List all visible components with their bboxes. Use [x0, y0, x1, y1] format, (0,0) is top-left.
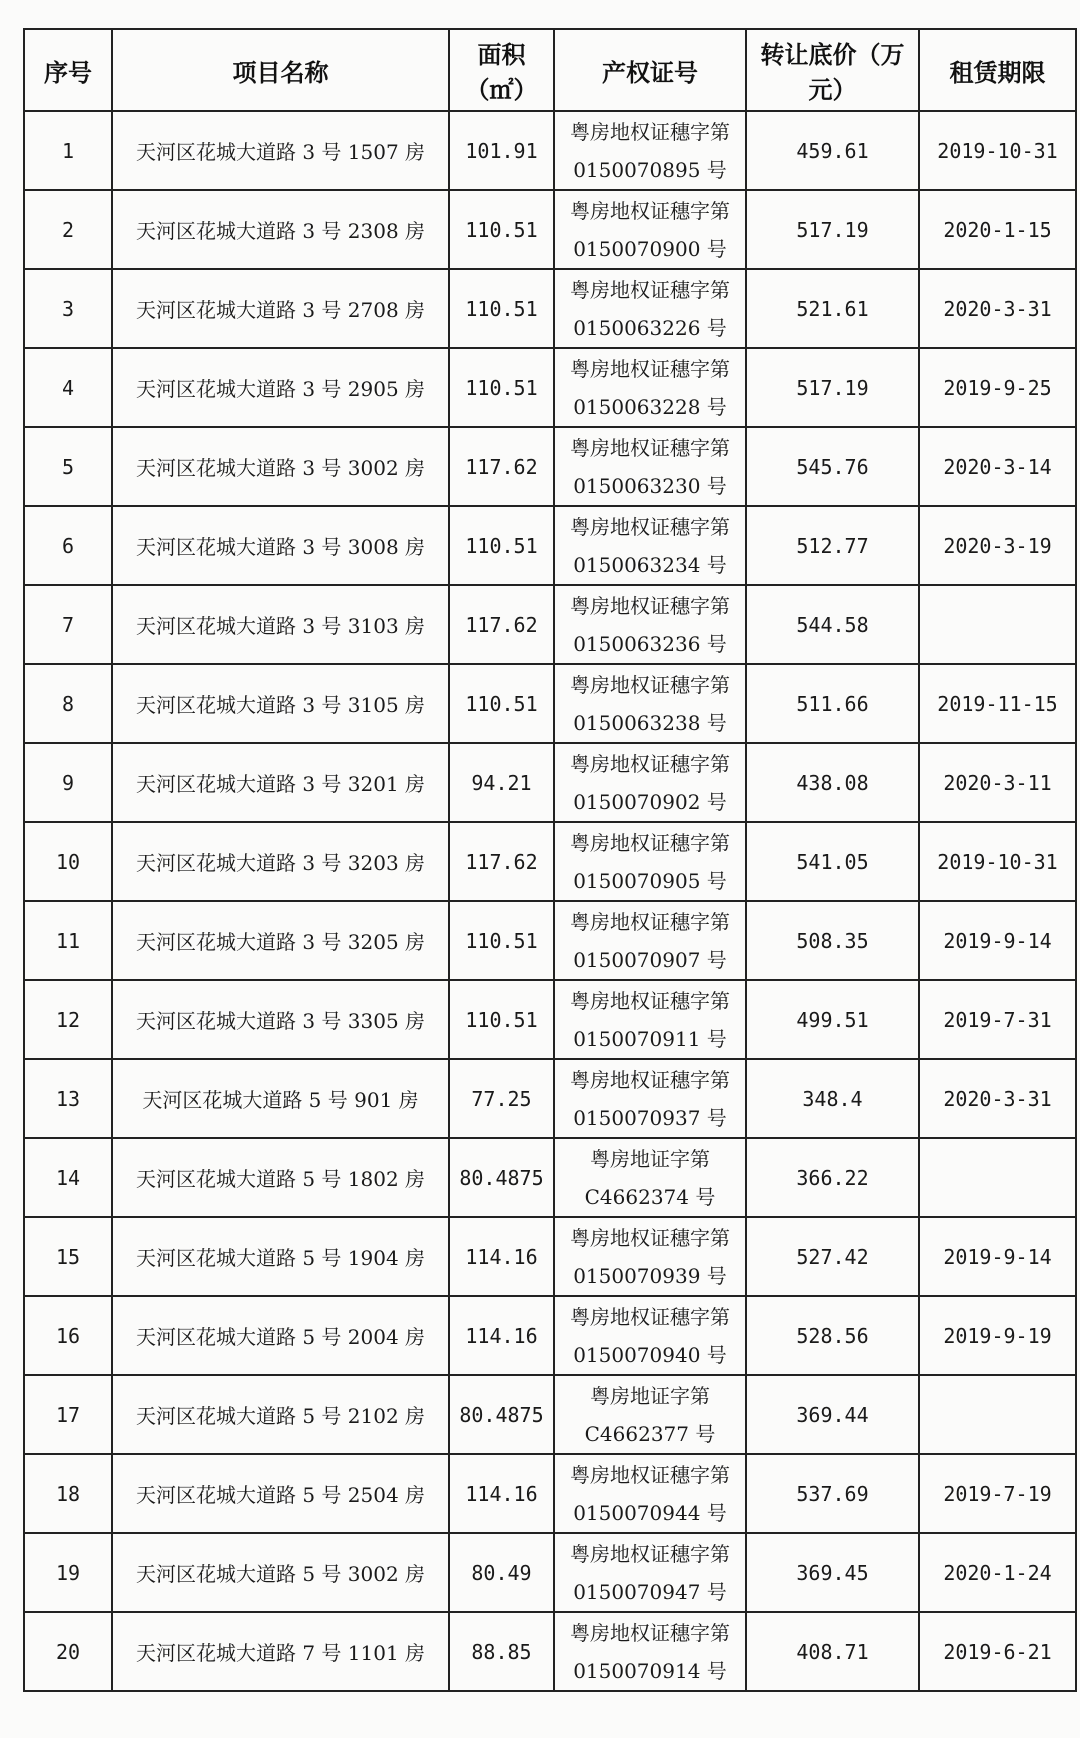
cell-lease-term: 2019-7-19	[919, 1454, 1076, 1533]
cell-project-name: 天河区花城大道路 3 号 3201 房	[112, 743, 449, 822]
cell-reserve-price: 512.77	[746, 506, 919, 585]
certificate-number: 0150063238 号	[573, 710, 727, 735]
cell-area: 110.51	[449, 190, 554, 269]
certificate-number: 0150070944 号	[573, 1500, 727, 1525]
cell-project-name: 天河区花城大道路 5 号 2004 房	[112, 1296, 449, 1375]
cell-project-name: 天河区花城大道路 3 号 3002 房	[112, 427, 449, 506]
table-row	[24, 901, 1076, 980]
cell-reserve-price: 369.45	[746, 1533, 919, 1612]
table-row	[24, 1533, 1076, 1612]
cell-reserve-price: 527.42	[746, 1217, 919, 1296]
cell-area: 80.49	[449, 1533, 554, 1612]
cell-certificate-no	[554, 1533, 746, 1612]
cell-certificate-no	[554, 901, 746, 980]
cell-project-name: 天河区花城大道路 5 号 2102 房	[112, 1375, 449, 1454]
table-row	[24, 1138, 1076, 1217]
certificate-prefix: 粤房地权证穗字第	[570, 909, 730, 934]
cell-serial-no: 10	[24, 822, 112, 901]
cell-certificate-no	[554, 1138, 746, 1217]
cell-serial-no: 18	[24, 1454, 112, 1533]
cell-certificate-no	[554, 585, 746, 664]
cell-project-name: 天河区花城大道路 3 号 3105 房	[112, 664, 449, 743]
cell-lease-term: 2019-9-14	[919, 1217, 1076, 1296]
cell-certificate-no	[554, 822, 746, 901]
certificate-number: 0150070947 号	[573, 1579, 727, 1604]
table-header-row	[24, 29, 1076, 111]
certificate-number: 0150070940 号	[573, 1342, 727, 1367]
certificate-number: 0150070900 号	[573, 236, 727, 261]
table-row	[24, 1059, 1076, 1138]
table-row	[24, 980, 1076, 1059]
cell-lease-term: 2020-3-19	[919, 506, 1076, 585]
certificate-prefix: 粤房地权证穗字第	[570, 514, 730, 539]
cell-reserve-price: 537.69	[746, 1454, 919, 1533]
cell-certificate-no	[554, 1217, 746, 1296]
cell-area: 77.25	[449, 1059, 554, 1138]
certificate-number: 0150063226 号	[573, 315, 727, 340]
cell-reserve-price: 521.61	[746, 269, 919, 348]
cell-certificate-no	[554, 348, 746, 427]
certificate-prefix: 粤房地证字第	[590, 1146, 710, 1171]
certificate-prefix: 粤房地权证穗字第	[570, 1541, 730, 1566]
cell-lease-term: 2019-11-15	[919, 664, 1076, 743]
table-row	[24, 664, 1076, 743]
cell-certificate-no	[554, 111, 746, 190]
certificate-prefix: 粤房地证字第	[590, 1383, 710, 1408]
cell-certificate-no	[554, 427, 746, 506]
cell-project-name: 天河区花城大道路 3 号 3203 房	[112, 822, 449, 901]
cell-lease-term: 2019-10-31	[919, 822, 1076, 901]
cell-lease-term: 2019-10-31	[919, 111, 1076, 190]
cell-serial-no: 7	[24, 585, 112, 664]
header-project-name: 项目名称	[112, 29, 449, 111]
cell-certificate-no	[554, 980, 746, 1059]
table-row	[24, 506, 1076, 585]
cell-serial-no: 3	[24, 269, 112, 348]
cell-area: 117.62	[449, 822, 554, 901]
cell-reserve-price: 544.58	[746, 585, 919, 664]
certificate-prefix: 粤房地权证穗字第	[570, 356, 730, 381]
cell-reserve-price: 541.05	[746, 822, 919, 901]
cell-lease-term: 2020-3-31	[919, 1059, 1076, 1138]
certificate-prefix: 粤房地权证穗字第	[570, 1620, 730, 1645]
cell-reserve-price: 517.19	[746, 190, 919, 269]
cell-lease-term	[919, 1138, 1076, 1217]
cell-area: 110.51	[449, 901, 554, 980]
cell-serial-no: 20	[24, 1612, 112, 1691]
cell-serial-no: 1	[24, 111, 112, 190]
header-area: 面积（㎡）	[449, 29, 554, 111]
cell-area: 80.4875	[449, 1375, 554, 1454]
cell-project-name: 天河区花城大道路 5 号 901 房	[112, 1059, 449, 1138]
cell-area: 110.51	[449, 664, 554, 743]
cell-reserve-price: 348.4	[746, 1059, 919, 1138]
cell-serial-no: 14	[24, 1138, 112, 1217]
cell-project-name: 天河区花城大道路 3 号 3205 房	[112, 901, 449, 980]
cell-lease-term: 2019-9-25	[919, 348, 1076, 427]
certificate-number: 0150070907 号	[573, 947, 727, 972]
certificate-prefix: 粤房地权证穗字第	[570, 277, 730, 302]
certificate-number: 0150063230 号	[573, 473, 727, 498]
cell-area: 114.16	[449, 1296, 554, 1375]
cell-area: 110.51	[449, 980, 554, 1059]
certificate-number: 0150070905 号	[573, 868, 727, 893]
cell-reserve-price: 408.71	[746, 1612, 919, 1691]
table-row	[24, 1454, 1076, 1533]
cell-area: 94.21	[449, 743, 554, 822]
cell-serial-no: 17	[24, 1375, 112, 1454]
header-certificate-no: 产权证号	[554, 29, 746, 111]
certificate-prefix: 粤房地权证穗字第	[570, 751, 730, 776]
table-row	[24, 1612, 1076, 1691]
cell-area: 101.91	[449, 111, 554, 190]
certificate-prefix: 粤房地权证穗字第	[570, 1304, 730, 1329]
certificate-prefix: 粤房地权证穗字第	[570, 988, 730, 1013]
certificate-prefix: 粤房地权证穗字第	[570, 672, 730, 697]
cell-reserve-price: 517.19	[746, 348, 919, 427]
table-row	[24, 585, 1076, 664]
cell-lease-term: 2020-1-24	[919, 1533, 1076, 1612]
cell-serial-no: 2	[24, 190, 112, 269]
cell-reserve-price: 438.08	[746, 743, 919, 822]
cell-serial-no: 9	[24, 743, 112, 822]
cell-lease-term	[919, 585, 1076, 664]
cell-certificate-no	[554, 190, 746, 269]
cell-area: 114.16	[449, 1217, 554, 1296]
cell-project-name: 天河区花城大道路 3 号 3103 房	[112, 585, 449, 664]
cell-serial-no: 8	[24, 664, 112, 743]
cell-certificate-no	[554, 269, 746, 348]
certificate-prefix: 粤房地权证穗字第	[570, 198, 730, 223]
certificate-number: 0150063234 号	[573, 552, 727, 577]
cell-certificate-no	[554, 1454, 746, 1533]
cell-project-name: 天河区花城大道路 3 号 2905 房	[112, 348, 449, 427]
cell-lease-term: 2019-9-14	[919, 901, 1076, 980]
cell-area: 117.62	[449, 427, 554, 506]
table-row	[24, 427, 1076, 506]
property-transfer-table	[23, 28, 1077, 1692]
certificate-number: 0150070895 号	[573, 157, 727, 182]
table-row	[24, 348, 1076, 427]
cell-serial-no: 5	[24, 427, 112, 506]
cell-reserve-price: 545.76	[746, 427, 919, 506]
cell-project-name: 天河区花城大道路 5 号 1802 房	[112, 1138, 449, 1217]
cell-project-name: 天河区花城大道路 5 号 3002 房	[112, 1533, 449, 1612]
cell-lease-term	[919, 1375, 1076, 1454]
table-row	[24, 1375, 1076, 1454]
cell-certificate-no	[554, 664, 746, 743]
cell-area: 110.51	[449, 269, 554, 348]
certificate-prefix: 粤房地权证穗字第	[570, 119, 730, 144]
header-serial-no: 序号	[24, 29, 112, 111]
certificate-prefix: 粤房地权证穗字第	[570, 830, 730, 855]
cell-certificate-no	[554, 743, 746, 822]
cell-reserve-price: 459.61	[746, 111, 919, 190]
header-reserve-price: 转让底价（万元）	[746, 29, 919, 111]
cell-area: 80.4875	[449, 1138, 554, 1217]
cell-area: 117.62	[449, 585, 554, 664]
cell-lease-term: 2020-3-11	[919, 743, 1076, 822]
certificate-prefix: 粤房地权证穗字第	[570, 1067, 730, 1092]
certificate-number: 0150070939 号	[573, 1263, 727, 1288]
table-row	[24, 1296, 1076, 1375]
table-row	[24, 190, 1076, 269]
cell-lease-term: 2020-3-14	[919, 427, 1076, 506]
cell-certificate-no	[554, 1612, 746, 1691]
cell-project-name: 天河区花城大道路 3 号 1507 房	[112, 111, 449, 190]
table-row	[24, 1217, 1076, 1296]
cell-serial-no: 19	[24, 1533, 112, 1612]
certificate-number: 0150063236 号	[573, 631, 727, 656]
certificate-number: 0150063228 号	[573, 394, 727, 419]
cell-serial-no: 6	[24, 506, 112, 585]
cell-certificate-no	[554, 1059, 746, 1138]
cell-serial-no: 12	[24, 980, 112, 1059]
table-row	[24, 111, 1076, 190]
cell-serial-no: 4	[24, 348, 112, 427]
table-body	[24, 111, 1076, 1691]
certificate-number: 0150070914 号	[573, 1658, 727, 1683]
certificate-number: C4662377 号	[584, 1421, 716, 1446]
cell-lease-term: 2019-9-19	[919, 1296, 1076, 1375]
cell-area: 110.51	[449, 506, 554, 585]
cell-reserve-price: 369.44	[746, 1375, 919, 1454]
cell-lease-term: 2020-1-15	[919, 190, 1076, 269]
cell-project-name: 天河区花城大道路 3 号 2708 房	[112, 269, 449, 348]
table-row	[24, 269, 1076, 348]
cell-reserve-price: 508.35	[746, 901, 919, 980]
certificate-prefix: 粤房地权证穗字第	[570, 435, 730, 460]
certificate-prefix: 粤房地权证穗字第	[570, 593, 730, 618]
cell-project-name: 天河区花城大道路 3 号 3305 房	[112, 980, 449, 1059]
cell-reserve-price: 511.66	[746, 664, 919, 743]
cell-project-name: 天河区花城大道路 5 号 2504 房	[112, 1454, 449, 1533]
certificate-number: 0150070911 号	[573, 1026, 727, 1051]
cell-area: 114.16	[449, 1454, 554, 1533]
certificate-number: 0150070902 号	[573, 789, 727, 814]
cell-serial-no: 13	[24, 1059, 112, 1138]
cell-lease-term: 2020-3-31	[919, 269, 1076, 348]
cell-project-name: 天河区花城大道路 3 号 3008 房	[112, 506, 449, 585]
cell-certificate-no	[554, 1296, 746, 1375]
cell-area: 88.85	[449, 1612, 554, 1691]
cell-lease-term: 2019-7-31	[919, 980, 1076, 1059]
table-row	[24, 743, 1076, 822]
cell-serial-no: 16	[24, 1296, 112, 1375]
table-row	[24, 822, 1076, 901]
cell-certificate-no	[554, 506, 746, 585]
cell-serial-no: 11	[24, 901, 112, 980]
cell-project-name: 天河区花城大道路 5 号 1904 房	[112, 1217, 449, 1296]
cell-lease-term: 2019-6-21	[919, 1612, 1076, 1691]
header-lease-term: 租赁期限	[919, 29, 1076, 111]
cell-reserve-price: 499.51	[746, 980, 919, 1059]
cell-area: 110.51	[449, 348, 554, 427]
cell-project-name: 天河区花城大道路 7 号 1101 房	[112, 1612, 449, 1691]
cell-certificate-no	[554, 1375, 746, 1454]
certificate-number: 0150070937 号	[573, 1105, 727, 1130]
certificate-number: C4662374 号	[584, 1184, 716, 1209]
certificate-prefix: 粤房地权证穗字第	[570, 1225, 730, 1250]
cell-serial-no: 15	[24, 1217, 112, 1296]
cell-reserve-price: 528.56	[746, 1296, 919, 1375]
cell-project-name: 天河区花城大道路 3 号 2308 房	[112, 190, 449, 269]
cell-reserve-price: 366.22	[746, 1138, 919, 1217]
certificate-prefix: 粤房地权证穗字第	[570, 1462, 730, 1487]
